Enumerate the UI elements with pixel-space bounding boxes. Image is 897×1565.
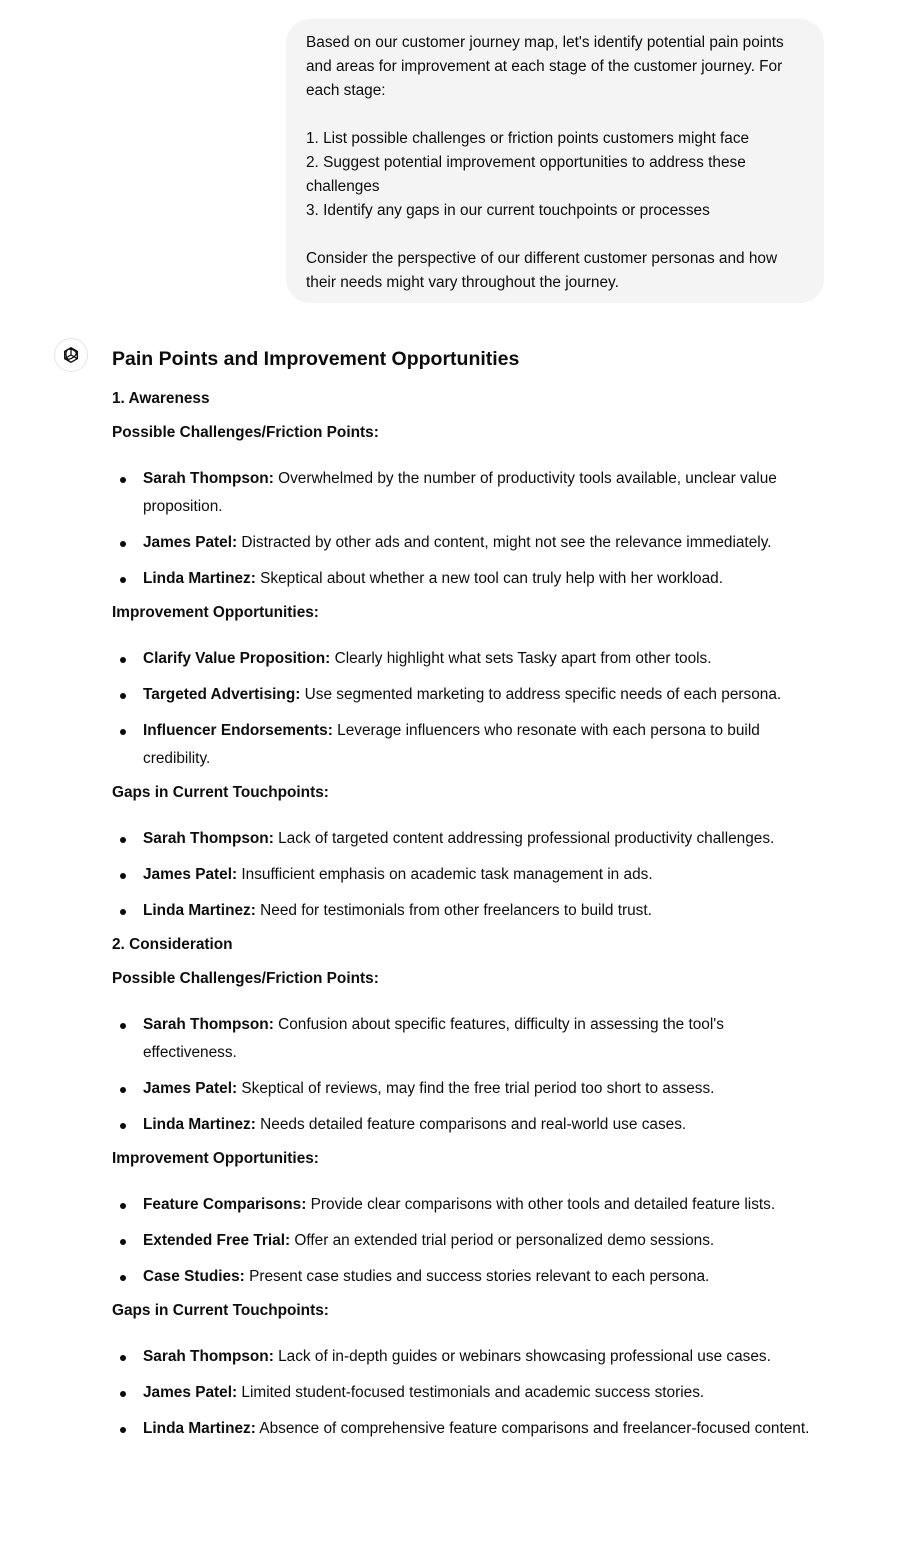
- list-item-text: Overwhelmed by the number of productivity tools available, unclear value proposition.: [143, 470, 777, 515]
- list-item: [112, 1011, 812, 1067]
- list-item-text: Leverage influencers who resonate with each persona to build credibility.: [143, 722, 760, 767]
- list-item-label: Linda Martinez:: [143, 1420, 256, 1437]
- list-item-label: Targeted Advertising:: [143, 686, 301, 703]
- list-item: [112, 825, 812, 853]
- section-title: Gaps in Current Touchpoints:: [112, 784, 329, 801]
- list-item: [112, 1227, 812, 1255]
- bullet-list: [112, 825, 812, 925]
- list-item: [112, 1111, 812, 1139]
- list-item-text: Use segmented marketing to address specific needs of each persona.: [300, 686, 782, 703]
- list-item-label: Sarah Thompson:: [143, 1348, 274, 1365]
- user-message-list-item: 1. List possible challenges or friction points customers might face: [306, 130, 750, 147]
- list-item-label: Influencer Endorsements:: [143, 722, 333, 739]
- list-item-label: Linda Martinez:: [143, 1116, 256, 1133]
- bullet-list: [112, 645, 812, 773]
- list-item-text: Lack of in-depth guides or webinars showcasing professional use cases.: [273, 1348, 771, 1365]
- list-item-label: Feature Comparisons:: [143, 1196, 307, 1213]
- list-item-label: James Patel:: [143, 866, 238, 883]
- list-item: [112, 645, 812, 673]
- bullet-list: [112, 1343, 812, 1443]
- list-item-text: Clearly highlight what sets Tasky apart from other tools.: [330, 650, 712, 667]
- list-item-label: Linda Martinez:: [143, 570, 256, 587]
- section-title: Gaps in Current Touchpoints:: [112, 1302, 329, 1319]
- list-item: [112, 1415, 812, 1443]
- list-item-label: James Patel:: [143, 1384, 238, 1401]
- list-item-label: Extended Free Trial:: [143, 1232, 291, 1249]
- assistant-avatar: [54, 338, 88, 372]
- user-message-list-item: 2. Suggest potential improvement opportunities to address these challenges: [306, 154, 746, 195]
- list-item-label: Sarah Thompson:: [143, 470, 274, 487]
- stage-title: 2. Consideration: [112, 936, 233, 953]
- list-item: [112, 465, 812, 521]
- list-item-label: Linda Martinez:: [143, 902, 256, 919]
- list-item-text: Provide clear comparisons with other tools and detailed feature lists.: [306, 1196, 776, 1213]
- list-item: [112, 717, 812, 773]
- list-item-text: Skeptical about whether a new tool can truly help with her workload.: [255, 570, 723, 587]
- list-item-label: Clarify Value Proposition:: [143, 650, 331, 667]
- list-item: [112, 1191, 812, 1219]
- list-item: [112, 861, 812, 889]
- list-item: [112, 1075, 812, 1103]
- section-title: Possible Challenges/Friction Points:: [112, 970, 379, 987]
- list-item: [112, 897, 812, 925]
- list-item: [112, 565, 812, 593]
- list-item-text: Need for testimonials from other freelancers to build trust.: [255, 902, 652, 919]
- user-message-closing: Consider the perspective of our different customer personas and how their needs might vary throughout the journey.: [306, 250, 778, 291]
- list-item: [112, 1379, 812, 1407]
- stages-container: [112, 387, 812, 1443]
- list-item-text: Offer an extended trial period or personalized demo sessions.: [290, 1232, 715, 1249]
- user-message-bubble: [286, 19, 824, 303]
- list-item: [112, 1263, 812, 1291]
- list-item: [112, 681, 812, 709]
- list-item-label: James Patel:: [143, 534, 238, 551]
- answer-heading: Pain Points and Improvement Opportunities: [112, 348, 520, 370]
- section-title: Possible Challenges/Friction Points:: [112, 424, 379, 441]
- list-item-text: Absence of comprehensive feature comparisons and freelancer-focused content.: [255, 1420, 810, 1437]
- list-item-label: Sarah Thompson:: [143, 830, 274, 847]
- list-item-text: Insufficient emphasis on academic task management in ads.: [237, 866, 653, 883]
- section-title: Improvement Opportunities:: [112, 604, 319, 621]
- user-message-list-item: 3. Identify any gaps in our current touchpoints or processes: [306, 202, 710, 219]
- list-item-text: Limited student-focused testimonials and academic success stories.: [237, 1384, 705, 1401]
- list-item-text: Skeptical of reviews, may find the free trial period too short to assess.: [237, 1080, 715, 1097]
- stage-title: 1. Awareness: [112, 390, 210, 407]
- list-item-label: Case Studies:: [143, 1268, 245, 1285]
- list-item-label: Sarah Thompson:: [143, 1016, 274, 1033]
- openai-logo-icon: [60, 344, 82, 366]
- list-item-text: Confusion about specific features, difficulty in assessing the tool's effectiveness.: [143, 1016, 724, 1061]
- user-message-intro: Based on our customer journey map, let's identify potential pain points and areas for improvement at each stage of the customer journey. For each stage:: [306, 34, 784, 99]
- list-item-text: Needs detailed feature comparisons and real-world use cases.: [255, 1116, 687, 1133]
- list-item-text: Distracted by other ads and content, might not see the relevance immediately.: [237, 534, 772, 551]
- list-item-text: Present case studies and success stories relevant to each persona.: [244, 1268, 710, 1285]
- bullet-list: [112, 465, 812, 593]
- list-item-label: James Patel:: [143, 1080, 238, 1097]
- bullet-list: [112, 1011, 812, 1139]
- list-item: [112, 529, 812, 557]
- list-item-text: Lack of targeted content addressing professional productivity challenges.: [273, 830, 775, 847]
- assistant-answer: [112, 344, 812, 1451]
- section-title: Improvement Opportunities:: [112, 1150, 319, 1167]
- bullet-list: [112, 1191, 812, 1291]
- list-item: [112, 1343, 812, 1371]
